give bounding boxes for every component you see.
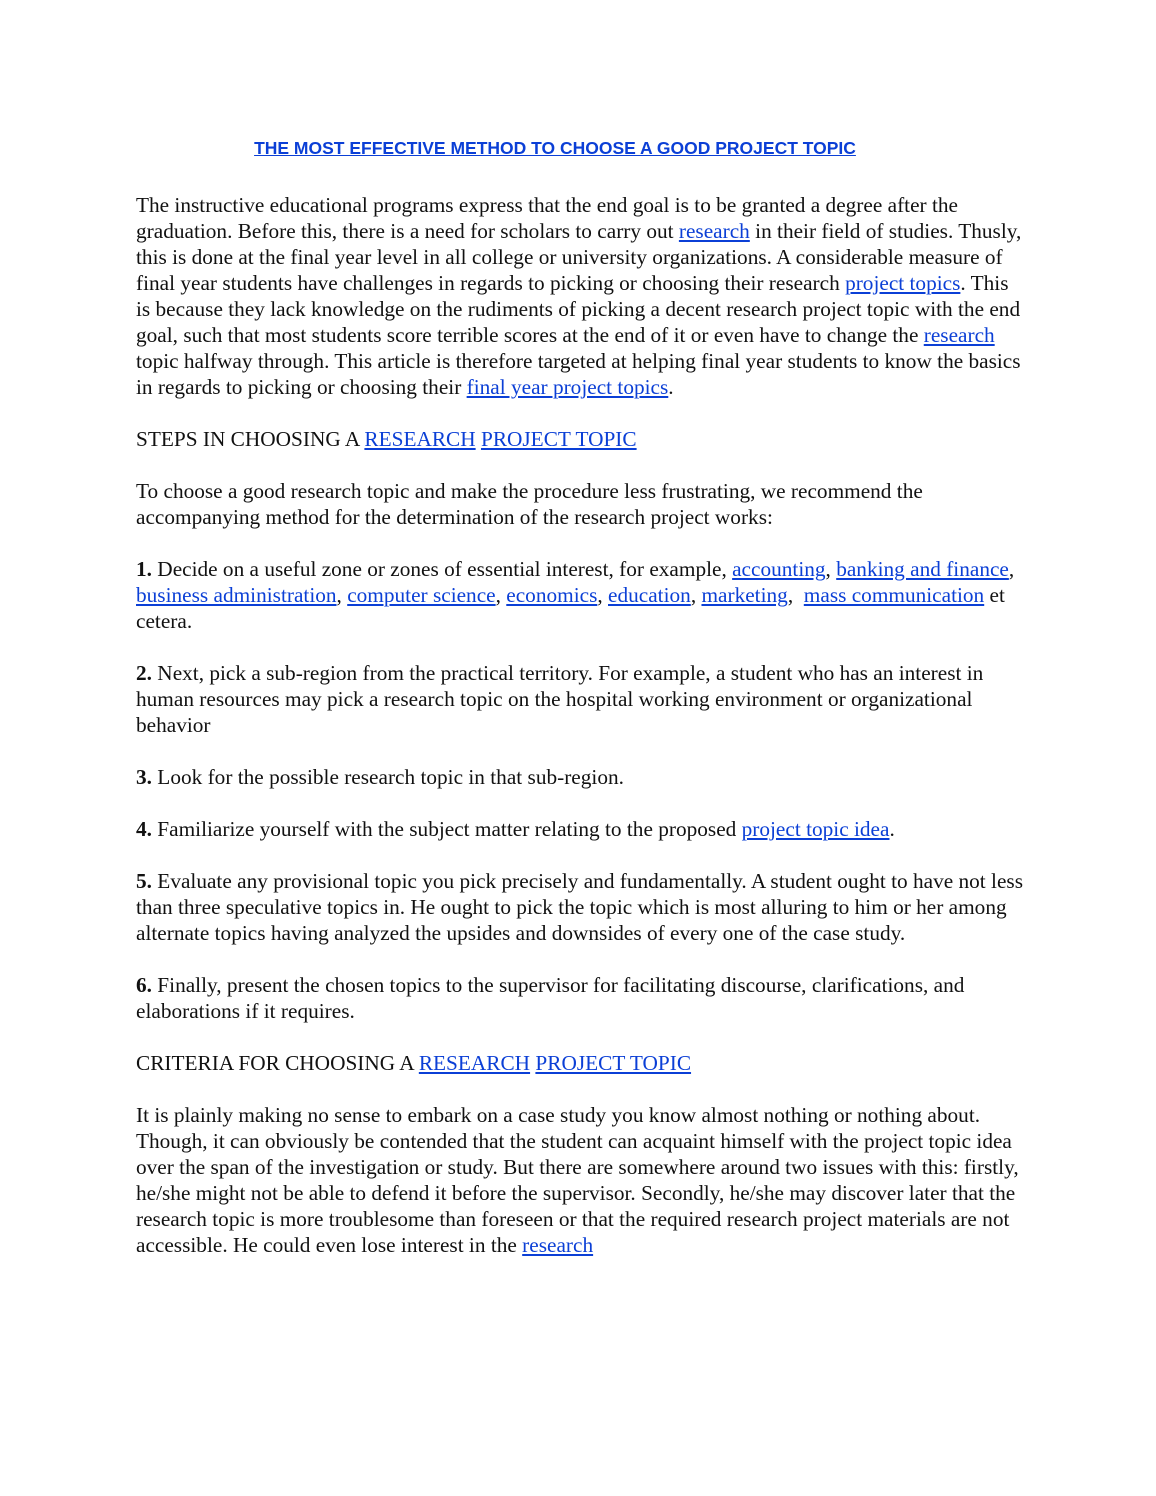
final-year-project-topics-link[interactable]: final year project topics [466,375,669,399]
education-link[interactable]: education [608,583,691,607]
title-link[interactable]: THE MOST EFFECTIVE METHOD TO CHOOSE A GOOD PROJECT TOPIC [254,138,856,158]
business-administration-link[interactable]: business administration [136,583,337,607]
computer-science-link[interactable]: computer science [347,583,496,607]
project-topics-link[interactable]: project topics [845,271,961,295]
step-5 [136,868,1026,946]
step-6 [136,972,1026,1024]
step-text-end: et cetera. [136,583,1005,633]
research-heading-link[interactable]: RESEARCH [364,427,476,451]
document-body [136,192,1026,1284]
step-number: 4. [136,817,152,841]
steps-heading [136,426,1026,452]
criteria-heading-text: CRITERIA FOR CHOOSING A [136,1051,419,1075]
project-topic-heading-link[interactable]: PROJECT TOPIC [480,427,637,451]
steps-heading-text: STEPS IN CHOOSING A [136,427,365,451]
step-number: 2. [136,661,152,685]
marketing-link[interactable]: marketing [701,583,788,607]
economics-link[interactable]: economics [506,583,598,607]
step-number: 5. [136,869,152,893]
project-topic-idea-link[interactable]: project topic idea [741,817,890,841]
steps-intro-paragraph: To choose a good research topic and make the procedure less frustrating, we recommend the accompanying method for the determination of the research project works: [136,479,923,529]
intro-text-4: topic halfway through. This article is therefore targeted at helping final year students to know the basics in regards to picking or choosing their [136,349,1021,399]
accounting-link[interactable]: accounting [732,557,826,581]
intro-text-2: in their field of studies. Thusly, this is done at the final year level in all college or university organizations. A considerable measure of final year students have challenges in regards to picking or choosing their research [136,219,1022,295]
step-1: 1. Decide on a useful zone or zones of essential interest, for example, accounting, banking and finance, business administration, computer science, economics, education, marketing, mass communication et cetera. [136,557,1015,633]
criteria-paragraph [136,1102,1026,1258]
step-3 [136,764,1026,790]
banking-and-finance-link[interactable]: banking and finance [836,557,1009,581]
research-link[interactable]: research [522,1233,594,1257]
step-text-end: . [889,817,895,841]
step-text: Next, pick a sub-region from the practical territory. For example, a student who has an interest in human resources may pick a research topic on the hospital working environment or organizational behavior [136,661,984,737]
intro-text-1: The instructive educational programs express that the end goal is to be granted a degree after the graduation. Before this, there is a need for scholars to carry out [136,193,958,243]
intro-text-5: . [668,375,674,399]
project-topic-heading-link[interactable]: PROJECT TOPIC [535,1051,692,1075]
step-number: 6. [136,973,152,997]
research-link[interactable]: research [923,323,995,347]
intro-paragraph [136,192,1026,400]
criteria-text: It is plainly making no sense to embark on a case study you know almost nothing or nothing about. Though, it can obviously be contended that the student can acquaint himself with the project topic idea over the span of the investigation or study. But there are somewhere around two issues with this: firstly, he/she might not be able to defend it before the supervisor. Secondly, he/she may discover later that the research topic is more troublesome than foreseen or that the required research project materials are not accessible. He could even lose interest in the [136,1103,1019,1257]
step-text: Decide on a useful zone or zones of essential interest, for example, [151,557,733,581]
step-text: Look for the possible research topic in that sub-region. [151,765,624,789]
step-text: Familiarize yourself with the subject matter relating to the proposed [151,817,742,841]
step-4 [136,816,1026,842]
criteria-heading [136,1050,1026,1076]
document-title [0,138,1110,159]
step-2 [136,660,1026,738]
research-link[interactable]: research [678,219,750,243]
step-number: 1. [136,557,152,581]
step-text: Evaluate any provisional topic you pick precisely and fundamentally. A student ought to have not less than three speculative topics in. He ought to pick the topic which is most alluring to him or her among alternate topics having analyzed the upsides and downsides of every one of the case study. [136,869,1023,945]
step-number: 3. [136,765,152,789]
research-heading-link[interactable]: RESEARCH [418,1051,531,1075]
mass-communication-link[interactable]: mass communication [803,583,985,607]
intro-text-3: . This is because they lack knowledge on the rudiments of picking a decent research project topic with the end goal, such that most students score terrible scores at the end of it or even have to change the [136,271,1021,347]
step-text: Finally, present the chosen topics to the supervisor for facilitating discourse, clarifications, and elaborations if it requires. [136,973,965,1023]
